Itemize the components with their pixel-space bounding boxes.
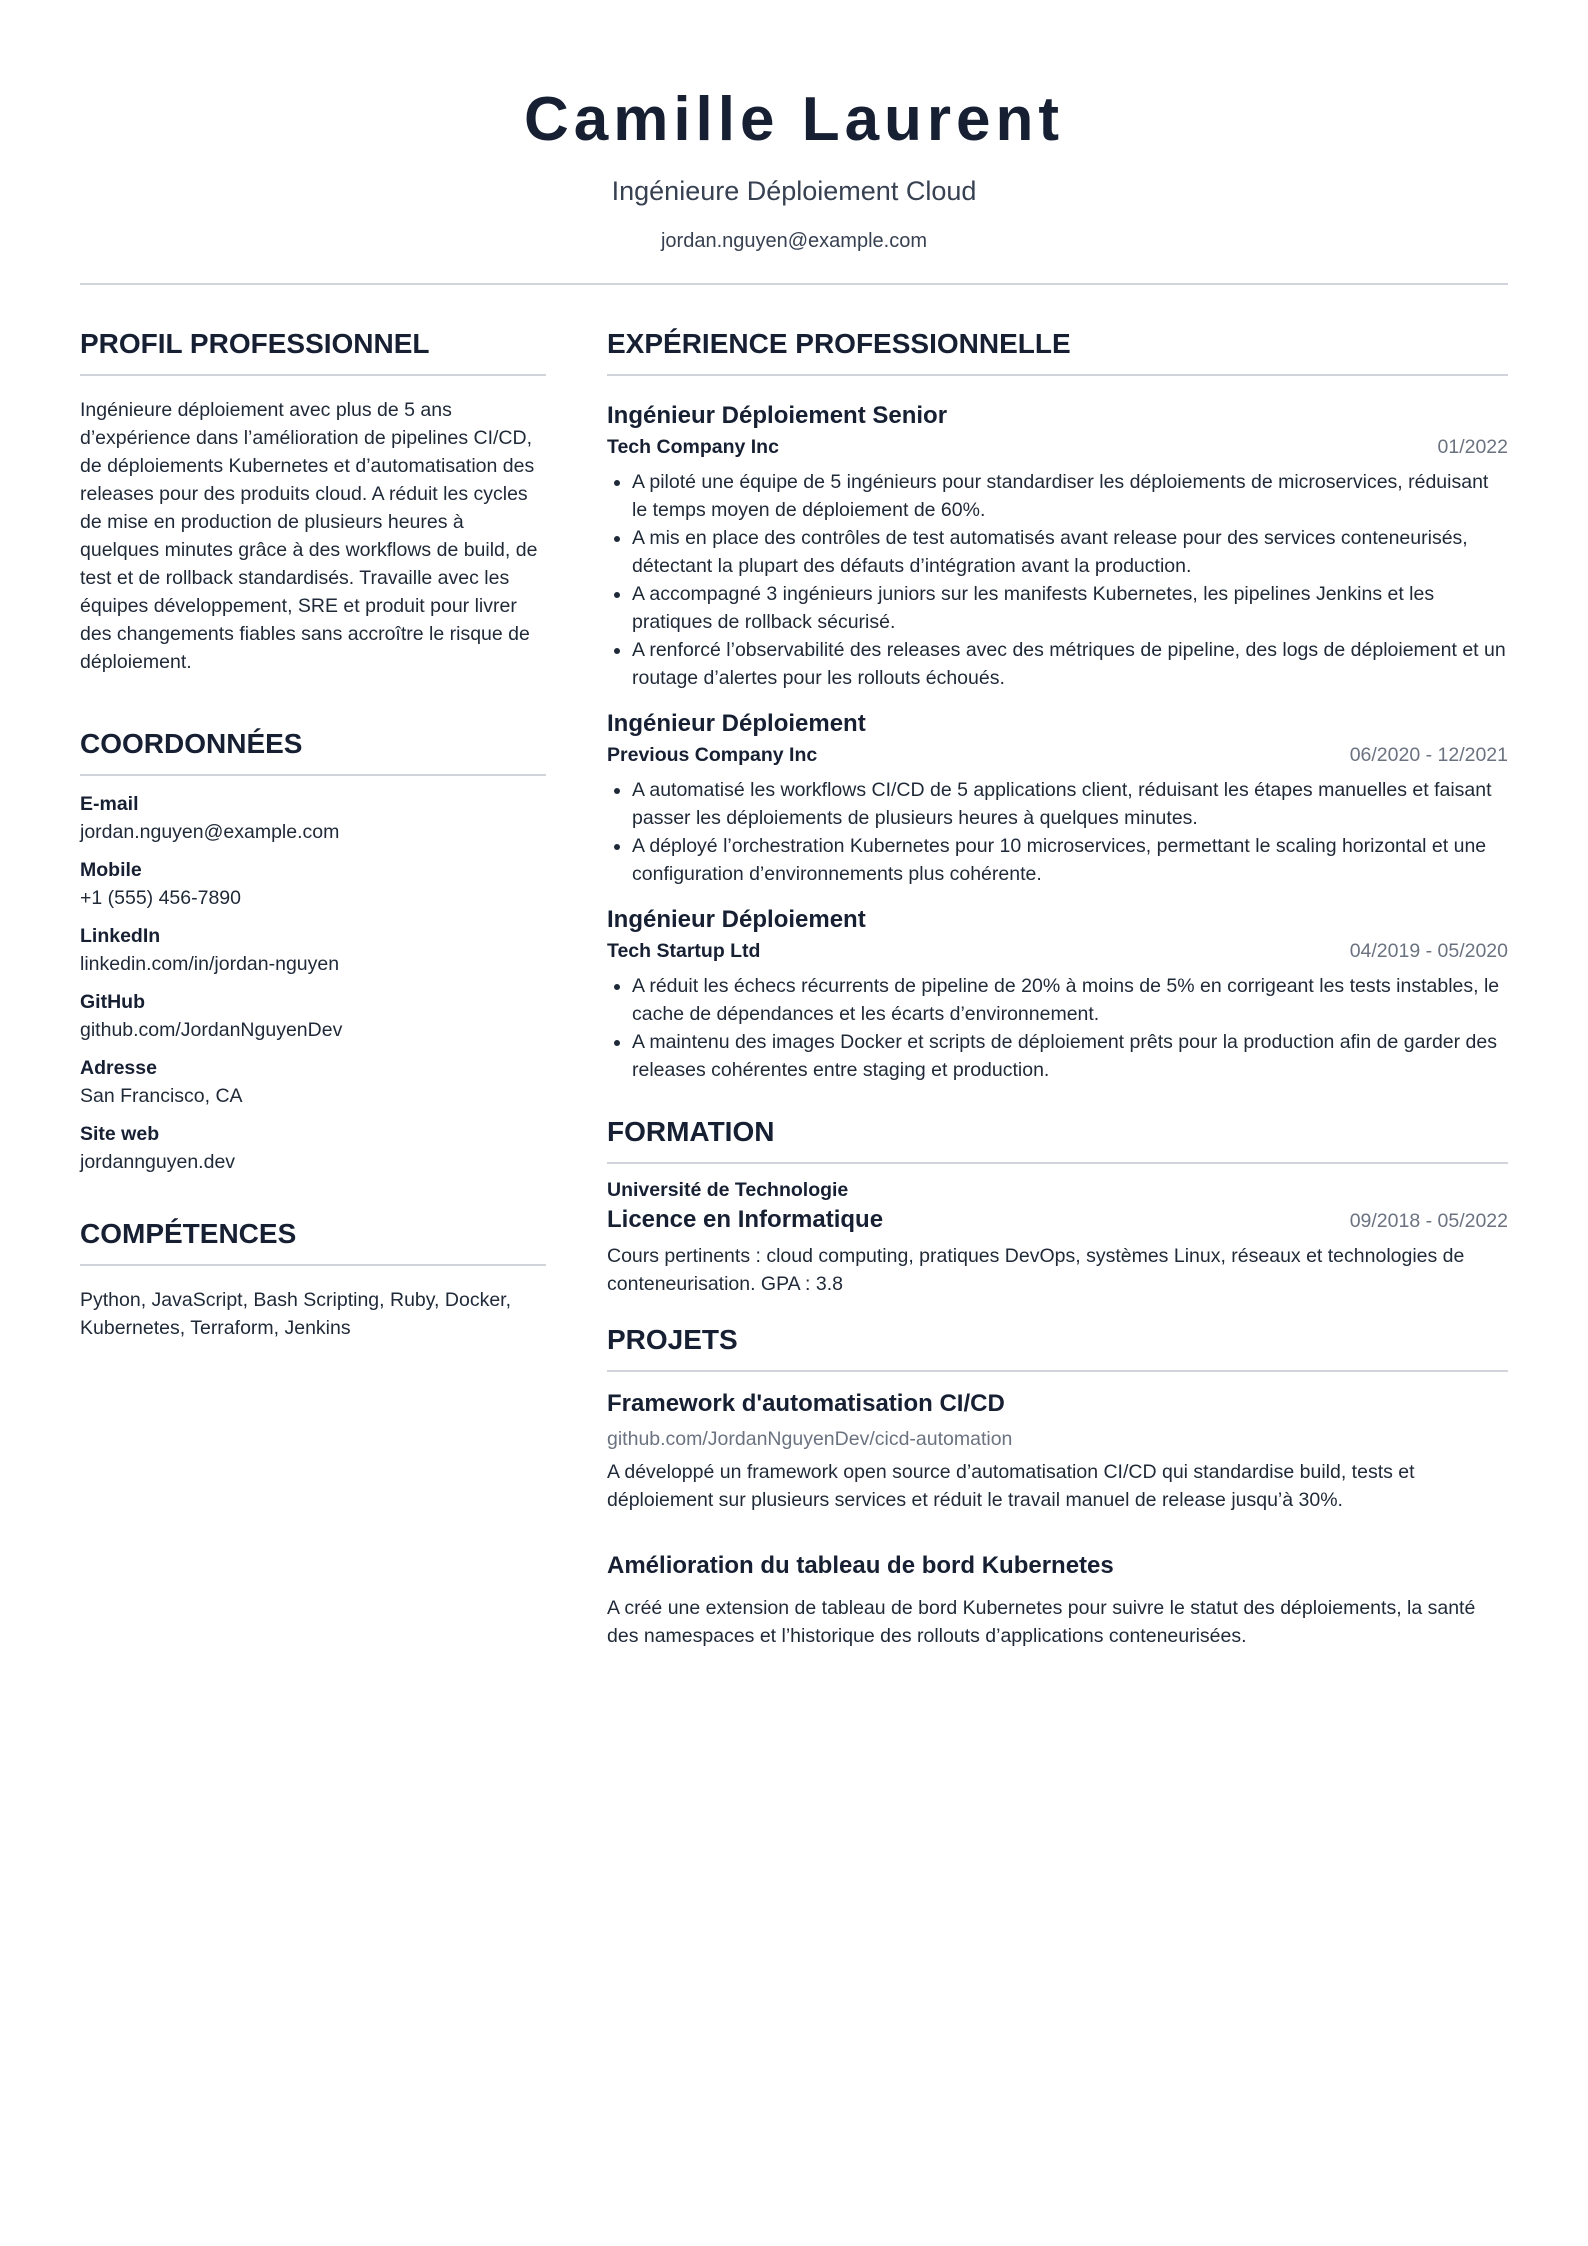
experience-section: [607, 324, 1508, 1084]
skills-heading: COMPÉTENCES: [80, 1214, 546, 1266]
contact-item-mobile: [80, 856, 546, 912]
job-entry: [607, 904, 1508, 1084]
contact-heading: COORDONNÉES: [80, 724, 546, 776]
right-column: [607, 324, 1508, 1650]
header-email[interactable]: jordan.nguyen@example.com: [660, 230, 927, 252]
job-bullets: [607, 972, 1508, 1084]
job-bullet: • A maintenu des images Docker et scripts de déploiement prêts pour la production afin de garder des releases cohérentes entre staging et production.: [632, 1028, 1508, 1084]
education-degree: Licence en Informatique: [607, 1206, 884, 1233]
left-column: [80, 324, 546, 1342]
contact-label: GitHub: [80, 991, 145, 1013]
experience-heading: EXPÉRIENCE PROFESSIONNELLE: [607, 324, 1508, 376]
job-company: Tech Company Inc: [607, 436, 779, 458]
contact-website-value[interactable]: jordannguyen.dev: [80, 1151, 236, 1173]
projects-section: [607, 1320, 1508, 1650]
job-meta-row: [607, 936, 1508, 966]
contact-item-github: [80, 988, 546, 1044]
contact-section: [80, 724, 546, 1176]
contact-item-linkedin: [80, 922, 546, 978]
project-title: Amélioration du tableau de bord Kubernetes: [607, 1552, 1114, 1579]
project-title: Framework d'automatisation CI/CD: [607, 1390, 1005, 1417]
contact-label: LinkedIn: [80, 925, 161, 947]
profile-text: Ingénieure déploiement avec plus de 5 ans d’expérience dans l’amélioration de pipelines CI/CD, de déploiements Kubernetes et d’automatisation des releases pour des produits cloud. A réduit les cycles de mise en production de plusieurs heures à quelques minutes grâce à des workflows de build, de test et de rollback standardisés. Travaille avec les équipes développement, SRE et produit pour livrer des changements fiables sans accroître le risque de déploiement.: [80, 399, 538, 673]
candidate-title: Ingénieure Déploiement Cloud: [611, 176, 977, 206]
education-description: Cours pertinents : cloud computing, pratiques DevOps, systèmes Linux, réseaux et technologies de conteneurisation. GPA : 3.8: [607, 1245, 1465, 1295]
job-bullets: [607, 776, 1508, 888]
job-title: Ingénieur Déploiement: [607, 710, 866, 737]
job-date: 06/2020 - 12/2021: [1349, 744, 1508, 766]
resume-header: [0, 82, 1588, 254]
contact-item-website: [80, 1120, 546, 1176]
contact-mobile-value[interactable]: +1 (555) 456-7890: [80, 887, 241, 909]
profile-section: [80, 324, 546, 676]
job-meta-row: [607, 740, 1508, 770]
contact-github-value[interactable]: github.com/JordanNguyenDev: [80, 1019, 343, 1041]
contact-label: Site web: [80, 1123, 160, 1145]
job-bullet: • A automatisé les workflows CI/CD de 5 applications client, réduisant les étapes manuelles et faisant passer les déploiements de plusieurs heures à quelques minutes.: [632, 776, 1508, 832]
education-degree-row: [607, 1204, 1508, 1236]
education-section: [607, 1112, 1508, 1298]
job-bullet: • A déployé l’orchestration Kubernetes pour 10 microservices, permettant le scaling horizontal et une configuration d’environnements plus cohérente.: [632, 832, 1508, 888]
job-entry: [607, 400, 1508, 692]
job-bullet: • A renforcé l’observabilité des releases avec des métriques de pipeline, des logs de déploiement et un routage d’alertes pour les rollouts échoués.: [632, 636, 1508, 692]
contact-item-address: [80, 1054, 546, 1110]
job-bullets: [607, 468, 1508, 692]
project-entry: [607, 1550, 1508, 1650]
skills-text: Python, JavaScript, Bash Scripting, Ruby, Docker, Kubernetes, Terraform, Jenkins: [80, 1289, 511, 1339]
project-description: A développé un framework open source d’automatisation CI/CD qui standardise build, tests et déploiement sur plusieurs services et réduit le travail manuel de release jusqu’à 30%.: [607, 1461, 1415, 1511]
education-heading: FORMATION: [607, 1112, 1508, 1164]
job-bullet: • A réduit les échecs récurrents de pipeline de 20% à moins de 5% en corrigeant les tests instables, le cache de dépendances et les écarts d’environnement.: [632, 972, 1508, 1028]
job-title: Ingénieur Déploiement: [607, 906, 866, 933]
contact-label: E-mail: [80, 793, 139, 815]
job-title: Ingénieur Déploiement Senior: [607, 402, 948, 429]
project-link[interactable]: github.com/JordanNguyenDev/cicd-automation: [607, 1428, 1013, 1450]
job-entry: [607, 708, 1508, 888]
project-entry: [607, 1388, 1508, 1514]
header-divider: [80, 283, 1508, 285]
contact-linkedin-value[interactable]: linkedin.com/in/jordan-nguyen: [80, 953, 340, 975]
contact-label: Adresse: [80, 1057, 157, 1079]
contact-list: [80, 790, 546, 1176]
job-meta-row: [607, 432, 1508, 462]
candidate-name: Camille Laurent: [523, 85, 1065, 154]
skills-section: [80, 1214, 546, 1342]
contact-address-value: San Francisco, CA: [80, 1085, 243, 1107]
education-date: 09/2018 - 05/2022: [1349, 1210, 1508, 1232]
job-bullet: • A piloté une équipe de 5 ingénieurs pour standardiser les déploiements de microservices, réduisant le temps moyen de déploiement de 60%.: [632, 468, 1508, 524]
education-school: Université de Technologie: [607, 1179, 849, 1201]
profile-heading: PROFIL PROFESSIONNEL: [80, 324, 546, 376]
projects-heading: PROJETS: [607, 1320, 1508, 1372]
project-description: A créé une extension de tableau de bord Kubernetes pour suivre le statut des déploiements, la santé des namespaces et l’historique des rollouts d’applications conteneurisées.: [607, 1597, 1476, 1647]
job-bullet: • A accompagné 3 ingénieurs juniors sur les manifests Kubernetes, les pipelines Jenkins et les pratiques de rollback sécurisé.: [632, 580, 1508, 636]
contact-item-email: [80, 790, 546, 846]
job-company: Tech Startup Ltd: [607, 940, 761, 962]
contact-label: Mobile: [80, 859, 142, 881]
job-date: 01/2022: [1437, 436, 1508, 458]
job-company: Previous Company Inc: [607, 744, 818, 766]
job-date: 04/2019 - 05/2020: [1349, 940, 1508, 962]
job-bullet: • A mis en place des contrôles de test automatisés avant release pour des services conteneurisés, détectant la plupart des défauts d’intégration avant la production.: [632, 524, 1508, 580]
contact-email-value[interactable]: jordan.nguyen@example.com: [80, 821, 340, 843]
